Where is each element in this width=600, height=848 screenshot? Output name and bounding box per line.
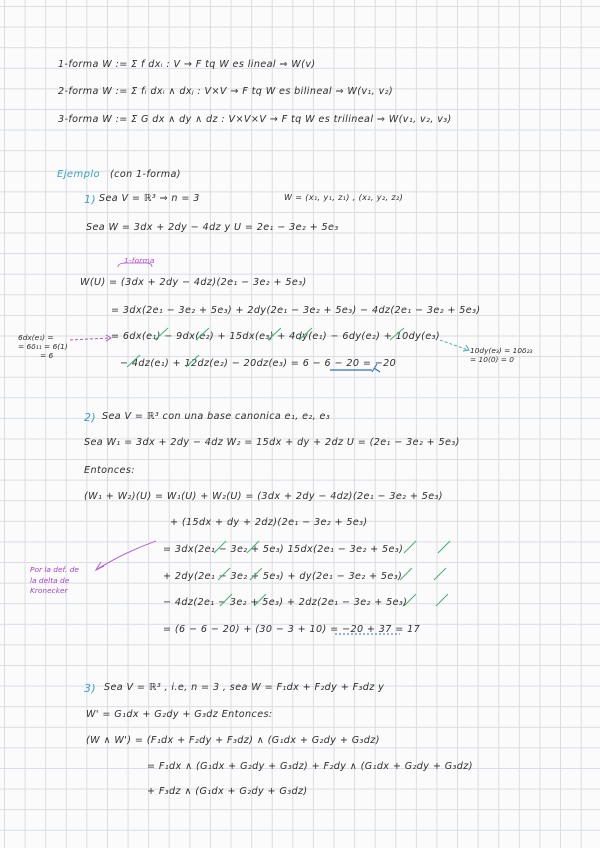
ex2-line-6: = (6 − 6 − 20) + (30 − 3 + 10) = −20 + 37 = 17 [163, 624, 421, 635]
kronecker-arrow [96, 541, 156, 570]
ex1-purple-label: 1-forma [124, 256, 155, 265]
ex2-line-2: + (15dx + dy + 2dz)(2e₁ − 3e₂ + 5e₃) [170, 517, 368, 528]
form-1-line: 1-forma W := Σ f dxᵢ : V → F tq W es lineal ⇒ W(v) [58, 59, 316, 70]
ex1-line-1: W(U) = (3dx + 2dy − 4dz)(2e₁ − 3e₂ + 5e₃) [80, 277, 307, 288]
example-title: Ejemplo [57, 169, 101, 180]
purple-dotted-arrow [70, 338, 110, 340]
ex1-side-note-left [18, 333, 68, 360]
teal-dotted-arrow [440, 340, 468, 350]
ex1-header-right: W = (x₁, y₁, z₁) , (x₂, y₂, z₂) [284, 193, 404, 202]
kronecker-note-line: la delta de [30, 575, 70, 585]
form-3-line: 3-forma W := Σ G dx ∧ dy ∧ dz : V×V×V → F tq W es trilineal ⇒ W(v₁, v₂, v₃) [58, 114, 452, 125]
ex1-side-note-right [470, 346, 533, 364]
ex2-header: Sea V = ℝ³ con una base canonica e₁, e₂, e₃ [102, 411, 331, 422]
ex3-line-1: (W ∧ W') = (F₁dx + F₂dy + F₃dz) ∧ (G₁dx + G₂dy + G₃dz) [86, 735, 380, 746]
ex2-line-4: + 2dy(2e₁ − 3e₂ + 5e₃) + dy(2e₁ − 3e₂ + 5e₃) [163, 571, 403, 582]
ex2-number: 2) [84, 411, 97, 424]
ex3-line-2: = F₁dx ∧ (G₁dx + G₂dy + G₃dz) + F₂dy ∧ (G₁dx + G₂dy + G₃dz) [147, 761, 473, 772]
ex2-line-5: − 4dz(2e₁ − 3e₂ + 5e₃) + 2dz(2e₁ − 3e₂ + 5e₃) [163, 597, 408, 608]
ex3-header: Sea V = ℝ³ , i.e, n = 3 , sea W = F₁dx + F₂dy + F₃dz y [104, 682, 385, 693]
side-left-line: = 6δ₁₁ = 6(1) [18, 342, 68, 351]
side-right-line: 10dy(e₃) = 10δ₂₃ [470, 346, 533, 355]
ex1-line-4: − 4dz(e₁) + 12dz(e₂) − 20dz(e₃) = 6 − 6 − 20 = −20 [120, 358, 397, 369]
ex2-line-1: (W₁ + W₂)(U) = W₁(U) + W₂(U) = (3dx + 2dy − 4dz)(2e₁ − 3e₂ + 5e₃) [84, 491, 443, 502]
ex1-line-2: = 3dx(2e₁ − 3e₂ + 5e₃) + 2dy(2e₁ − 3e₂ + 5e₃) − 4dz(2e₁ − 3e₂ + 5e₃) [111, 305, 481, 316]
ex3-line-3: + F₃dz ∧ (G₁dx + G₂dy + G₃dz) [147, 786, 308, 797]
side-left-line: 6dx(e₁) = [18, 333, 54, 342]
teal-arrowhead [463, 345, 469, 351]
form-2-line: 2-forma W := Σ fᵢ dxᵢ ∧ dxⱼ : V×V → F tq W es bilineal ⇒ W(v₁, v₂) [58, 86, 394, 97]
ex2-then: Entonces: [84, 465, 135, 476]
ex1-number: 1) [84, 193, 97, 206]
kronecker-arrowhead [96, 562, 104, 570]
ex3-number: 3) [84, 682, 97, 695]
ex1-header: Sea V = ℝ³ ⇒ n = 3 [99, 193, 200, 204]
ex2-line-3: = 3dx(2e₁ − 3e₂ + 5e₃) 15dx(2e₁ − 3e₂ + 5e₃) [163, 544, 404, 555]
ex1-line-3: = 6dx(e₁) − 9dx(e₂) + 15dx(e₃) + 4dy(e₁) − 6dy(e₂) + 10dy(e₃) [111, 331, 441, 342]
kronecker-note [30, 565, 79, 597]
ex2-definition: Sea W₁ = 3dx + 2dy − 4dz W₂ = 15dx + dy + 2dz U = (2e₁ − 3e₂ + 5e₃) [84, 437, 460, 448]
ex3-definition: W' = G₁dx + G₂dy + G₃dz Entonces: [86, 709, 273, 720]
ex1-definition: Sea W = 3dx + 2dy − 4dz y U = 2e₁ − 3e₂ + 5e₃ [86, 222, 339, 233]
example-subtitle: (con 1-forma) [110, 169, 181, 180]
kronecker-note-line: Por la def. de [30, 565, 79, 574]
side-left-line: = 6 [40, 351, 54, 360]
side-right-line: = 10(0) = 0 [470, 355, 515, 364]
kronecker-note-line: Kronecker [30, 586, 68, 595]
